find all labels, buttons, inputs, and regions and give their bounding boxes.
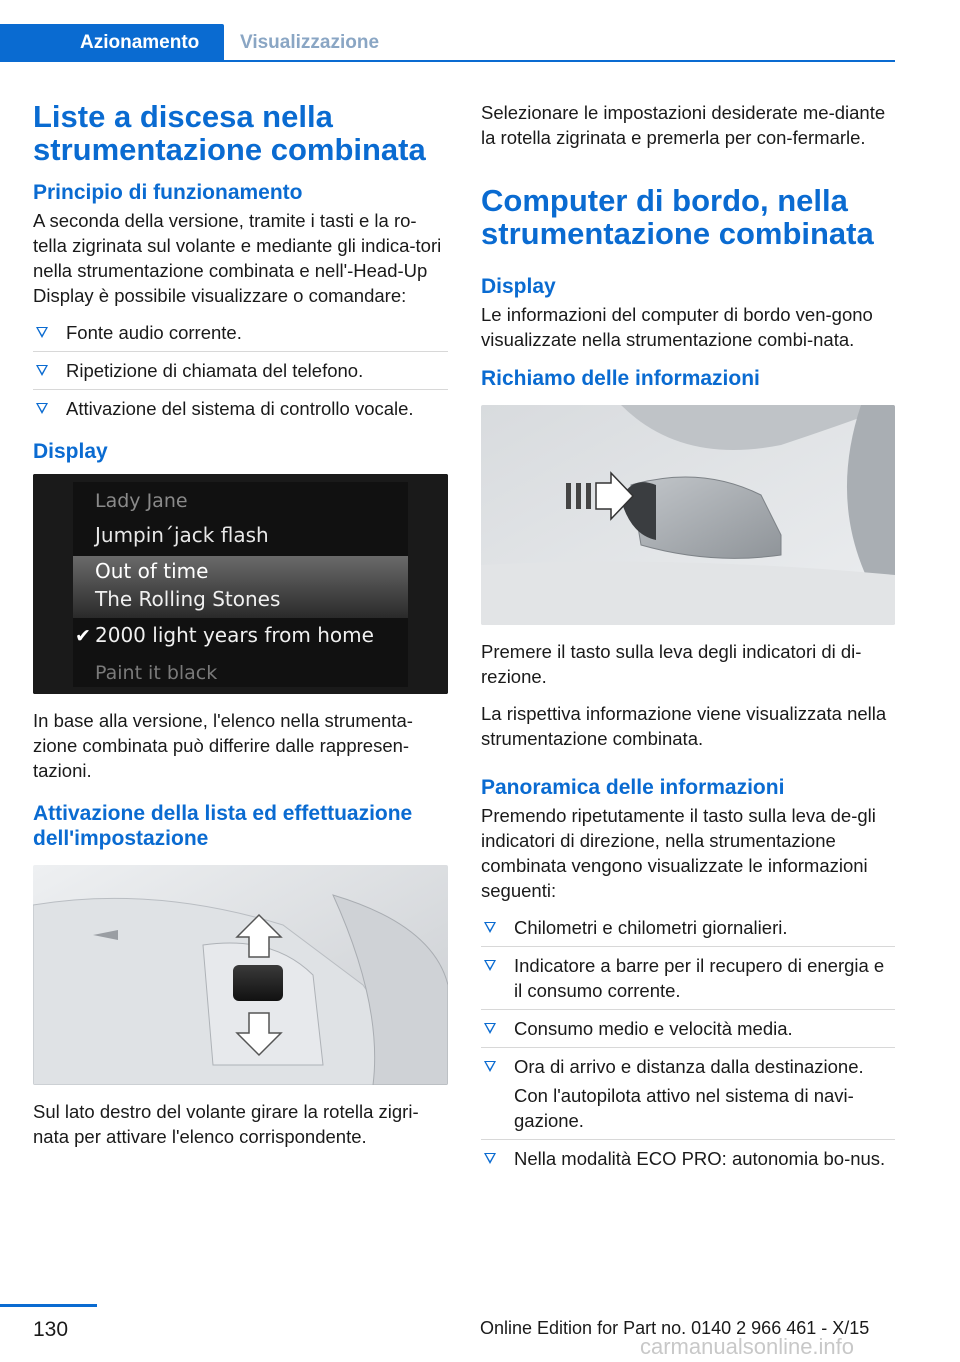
- right-column: [481, 100, 895, 1189]
- triangle-bullet-icon: [484, 1023, 496, 1034]
- list-item: Ripetizione di chiamata del telefono.: [33, 358, 448, 390]
- tab-bar: [0, 24, 895, 62]
- menu-item: Paint it black: [95, 662, 218, 684]
- edition-text: Online Edition for Part no. 0140 2 966 461 - X/15: [480, 1318, 870, 1338]
- overview-text: Premendo ripetutamente il tasto sulla leva de-gli indicatori di direzione, nella strumentazione combinata vengono visualizzate le informazioni seguenti:: [481, 805, 876, 901]
- menu-item: 2000 light years from home: [95, 623, 374, 647]
- triangle-bullet-icon: [484, 960, 496, 971]
- menu-item: The Rolling Stones: [95, 587, 281, 611]
- triangle-bullet-icon: [484, 922, 496, 933]
- tab-visualizzazione[interactable]: Visualizzazione: [240, 32, 380, 53]
- triangle-bullet-icon: [484, 1153, 496, 1164]
- heading-activation: Attivazione della lista ed effettuazione dell'impostazione: [33, 802, 413, 850]
- left-column: [33, 100, 448, 1161]
- recall-text-1: Premere il tasto sulla leva degli indicatori di di-rezione.: [481, 641, 862, 687]
- triangle-bullet-icon: [36, 403, 48, 414]
- checkmark-icon: ✔: [75, 625, 91, 647]
- list-item: Chilometri e chilometri giornalieri.: [481, 915, 895, 947]
- triangle-bullet-icon: [484, 1061, 496, 1072]
- menu-item: Jumpin´jack flash: [95, 523, 269, 547]
- menu-item: Lady Jane: [95, 490, 188, 512]
- list-item: Fonte audio corrente.: [33, 320, 448, 352]
- menu-item-selected: Out of time: [95, 559, 209, 583]
- page-number: 130: [33, 1318, 69, 1341]
- recall-text-2: La rispettiva informazione viene visualizzata nella strumentazione combinata.: [481, 703, 887, 749]
- section-title-lists: Liste a discesa nella strumentazione combinata: [33, 99, 426, 167]
- heading-principle: Principio di funzionamento: [33, 181, 303, 204]
- display-menu-image: [33, 474, 448, 694]
- display-text: Le informazioni del computer di bordo ven-gono visualizzate nella strumentazione combi-nata.: [481, 304, 873, 350]
- triangle-bullet-icon: [36, 327, 48, 338]
- list-item: Consumo medio e velocità media.: [481, 1016, 895, 1048]
- triangle-bullet-icon: [36, 365, 48, 376]
- heading-recall: Richiamo delle informazioni: [481, 367, 760, 390]
- turn-signal-lever-image: [481, 405, 895, 625]
- list-item: Nella modalità ECO PRO: autonomia bo-nus.: [481, 1146, 895, 1177]
- list-item: Indicatore a barre per il recupero di energia e il consumo corrente.: [481, 953, 895, 1010]
- footer-rule: [0, 1304, 97, 1307]
- overview-list: [481, 915, 895, 1177]
- principle-list: [33, 320, 448, 427]
- heading-display-right: Display: [481, 275, 556, 298]
- intro-text: Selezionare le impostazioni desiderate me-diante la rotella zigrinata e premerla per con-fermarle.: [481, 102, 886, 148]
- section-title-computer: Computer di bordo, nella strumentazione combinata: [481, 183, 874, 251]
- heading-overview: Panoramica delle informazioni: [481, 776, 785, 799]
- watermark: carmanualsonline.info: [640, 1334, 855, 1359]
- steering-wheel-image: [33, 865, 448, 1085]
- principle-text: A seconda della versione, tramite i tasti e la ro-tella zigrinata sul volante e mediante gli indica-tori nella strumentazione combinata e nell'-Head-Up Display è possibile visualizzare o comandare:: [33, 210, 442, 306]
- list-item-note: Con l'autopilota attivo nel sistema di navi-gazione.: [514, 1085, 854, 1131]
- tab-azionamento[interactable]: Azionamento: [0, 24, 224, 62]
- list-item: Attivazione del sistema di controllo vocale.: [33, 396, 448, 427]
- list-item: Ora di arrivo e distanza dalla destinazione. Con l'autopilota attivo nel sistema di navi-gazione.: [481, 1054, 895, 1140]
- activation-caption: Sul lato destro del volante girare la rotella zigri-nata per attivare l'elenco corrispondente.: [33, 1101, 419, 1147]
- display-caption: In base alla versione, l'elenco nella strumenta-zione combinata può differire dalle rappresen-tazioni.: [33, 710, 413, 781]
- heading-display: Display: [33, 440, 108, 463]
